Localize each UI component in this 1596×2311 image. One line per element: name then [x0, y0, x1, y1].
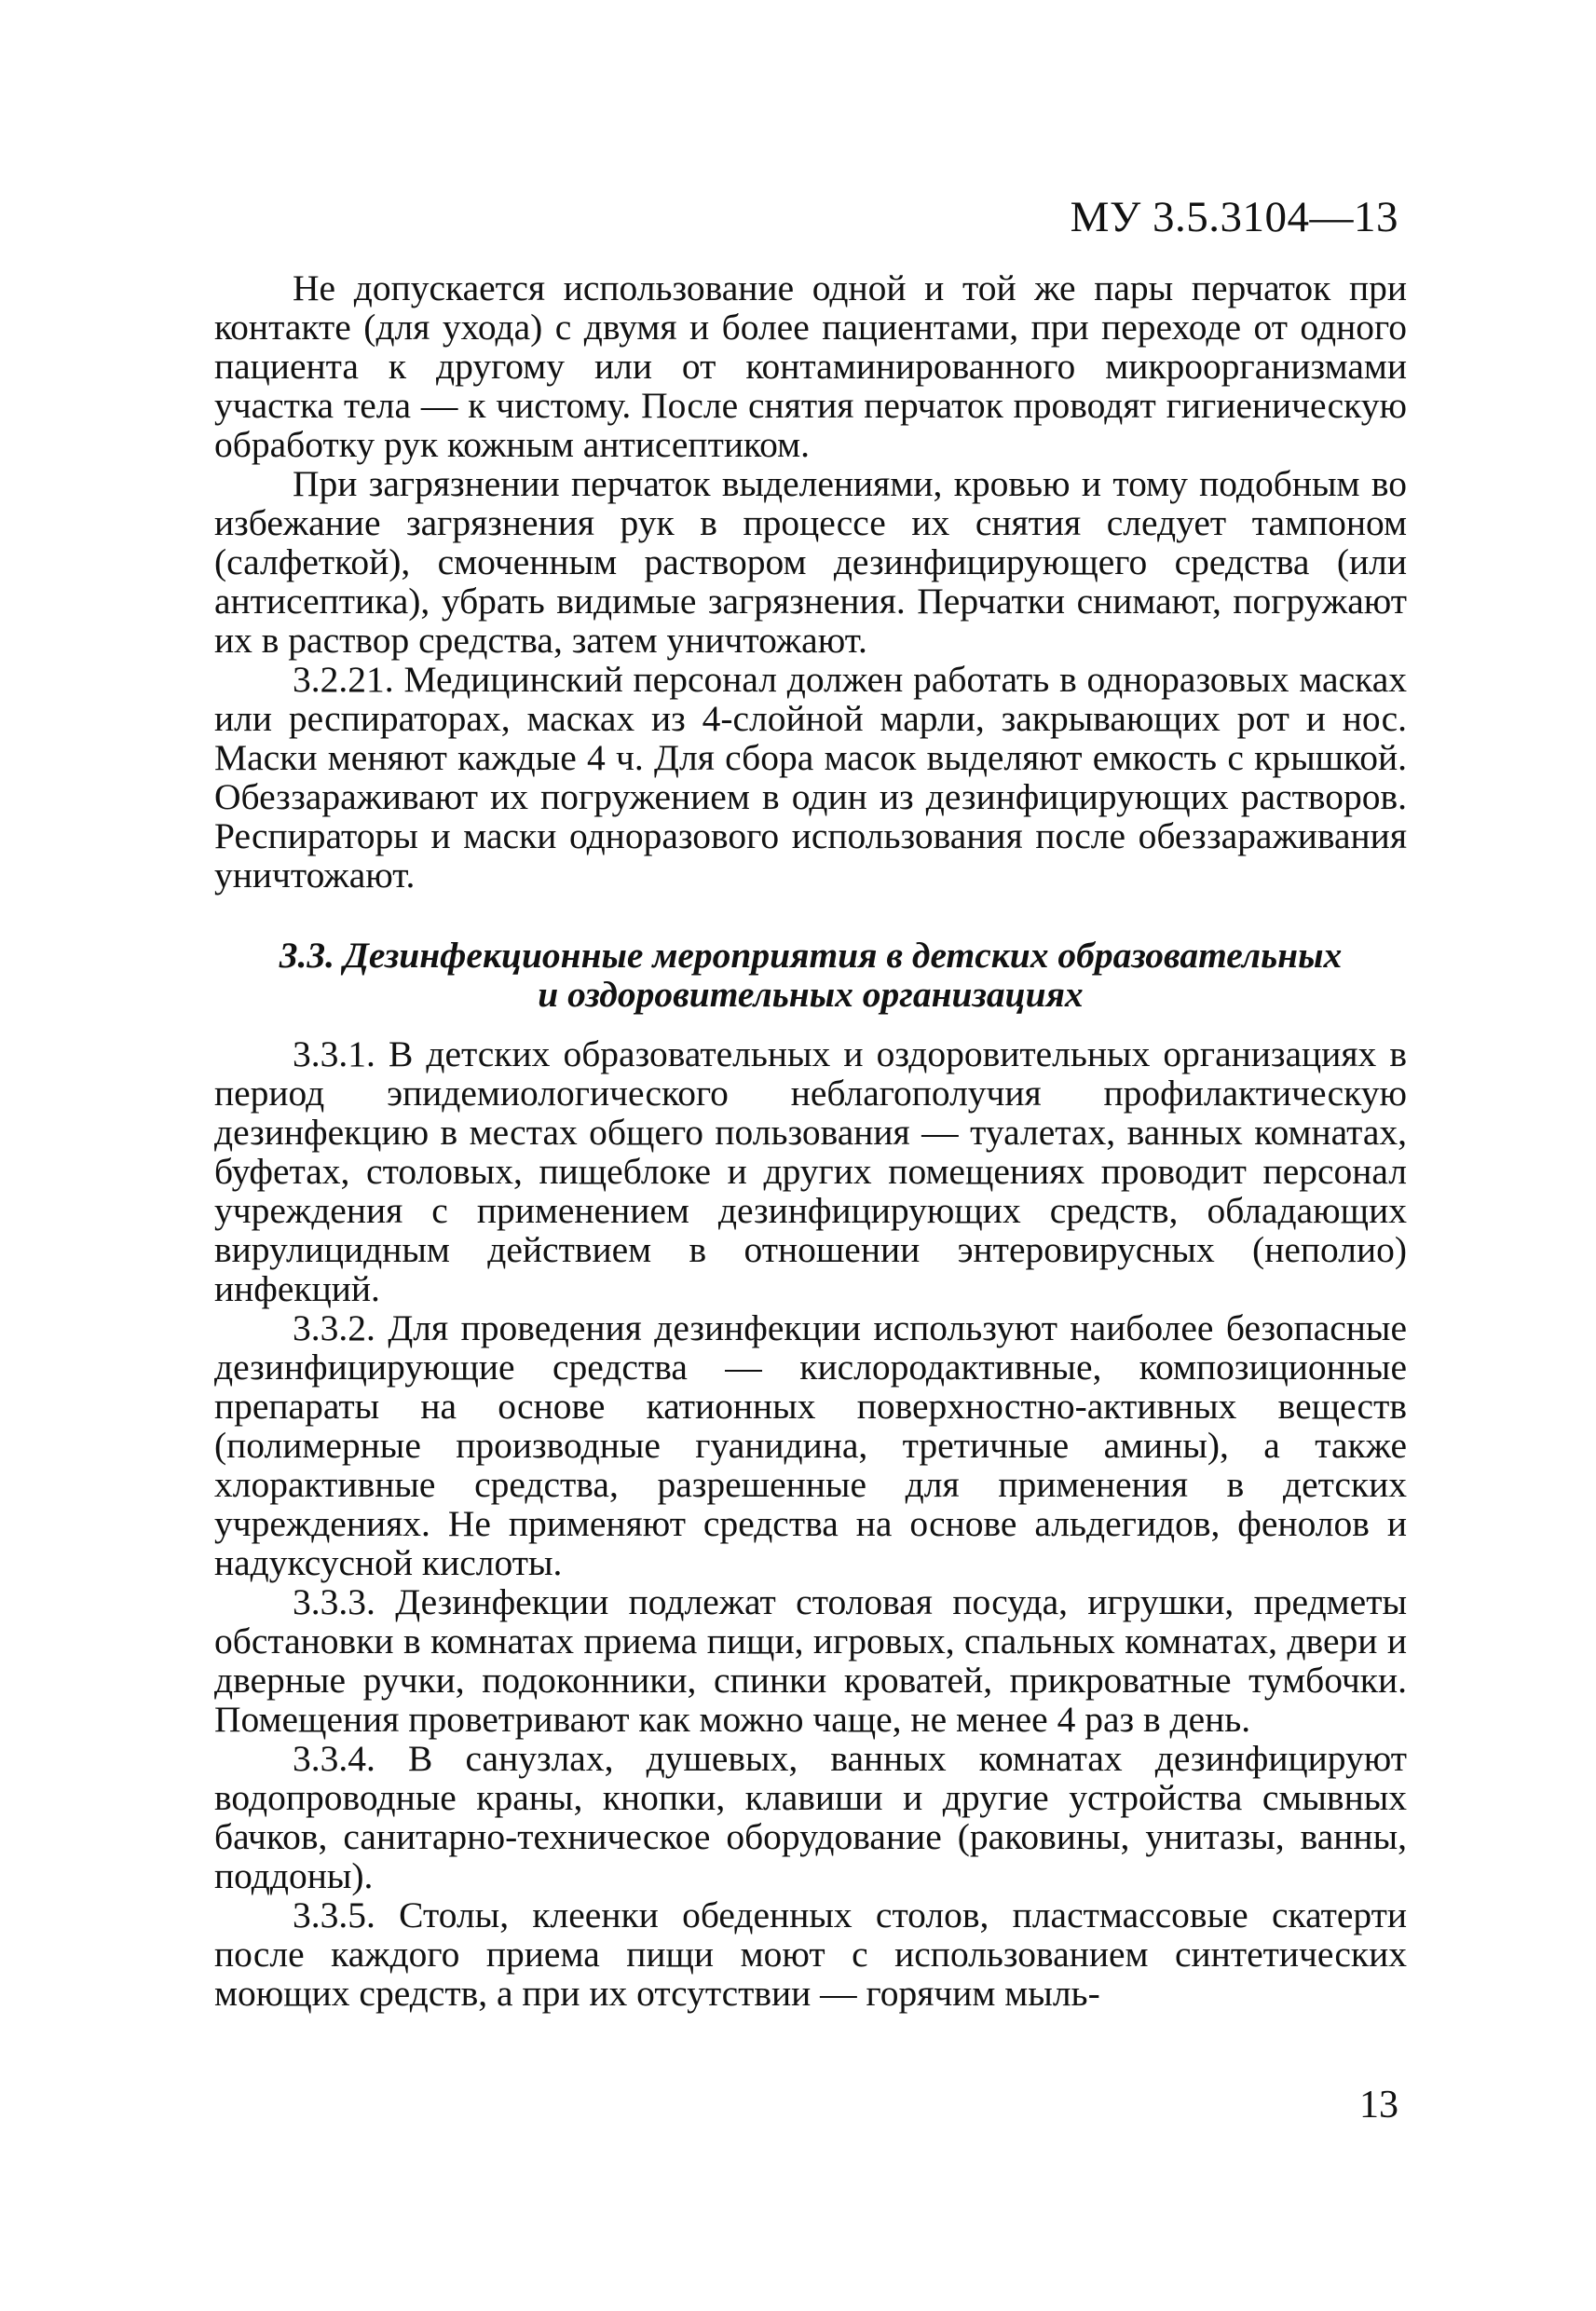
paragraph-3-3-5: 3.3.5. Столы, клеенки обеденных столов, пластмассовые скатерти после каждого приема пищи моют с использованием синтетических моющих средств, а при их отсутствии — горячим мыль-	[214, 1894, 1407, 2014]
paragraph-3-3-4: 3.3.4. В санузлах, душевых, ванных комнатах дезинфицируют водопроводные краны, кнопки, клавиши и другие устройства смывных бачков, санитарно-техническое оборудование (раковины, унитазы, ванны, поддоны).	[214, 1738, 1407, 1896]
section-heading-line-2: и оздоровительных организациях	[538, 974, 1084, 1015]
paragraph-3-3-1: 3.3.1. В детских образовательных и оздоровительных организациях в период эпидемиологического неблагополучия профилактическую дезинфекцию в местах общего пользования — туалетах, ванных комнатах, буфетах, столовых, пищеблоке и других помещениях проводит персонал учреждения с применением дезинфицирующих средств, обладающих вирулицидным действием в отношении энтеровирусных (неполио) инфекций.	[214, 1033, 1407, 1309]
paragraph-gloves-contamination: При загрязнении перчаток выделениями, кровью и тому подобным во избежание загрязнения рук в процессе их снятия следует тампоном (салфеткой), смоченным раствором дезинфицирующего средства (или антисептика), убрать видимые загрязнения. Перчатки снимают, погружают их в раствор средства, затем уничтожают.	[214, 463, 1407, 661]
section-heading-line-1: 3.3. Дезинфекционные мероприятия в детских образовательных	[279, 935, 1343, 976]
document-code: МУ 3.5.3104—13	[1070, 193, 1398, 241]
page-body	[214, 268, 1407, 2013]
paragraph-gloves-single-pair: Не допускается использование одной и той же пары перчаток при контакте (для ухода) с двумя и более пациентами, при переходе от одного пациента к другому или от контаминированного микроорганизмами участка тела — к чистому. После снятия перчаток проводят гигиеническую обработку рук кожным антисептиком.	[214, 267, 1407, 465]
paragraph-3-3-2: 3.3.2. Для проведения дезинфекции используют наиболее безопасные дезинфицирующие средства — кислородактивные, композиционные препараты на основе катионных поверхностно-активных веществ (полимерные производные гуанидина, третичные амины), а также хлорактивные средства, разрешенные для применения в детских учреждениях. Не применяют средства на основе альдегидов, фенолов и надуксусной кислоты.	[214, 1307, 1407, 1583]
paragraph-3-2-21-masks: 3.2.21. Медицинский персонал должен работать в одноразовых масках или респираторах, масках из 4-слойной марли, закрывающих рот и нос. Маски меняют каждые 4 ч. Для сбора масок выделяют емкость с крышкой. Обеззараживают их погружением в один из дезинфицирующих растворов. Респираторы и маски одноразового использования после обеззараживания уничтожают.	[214, 659, 1407, 896]
section-heading-3-3	[214, 936, 1407, 1014]
paragraph-3-3-3: 3.3.3. Дезинфекции подлежат столовая посуда, игрушки, предметы обстановки в комнатах приема пищи, игровых, спальных комнатах, двери и дверные ручки, подоконники, спинки кроватей, прикроватные тумбочки. Помещения проветривают как можно чаще, не менее 4 раз в день.	[214, 1581, 1407, 1740]
page-number: 13	[1359, 2084, 1398, 2126]
